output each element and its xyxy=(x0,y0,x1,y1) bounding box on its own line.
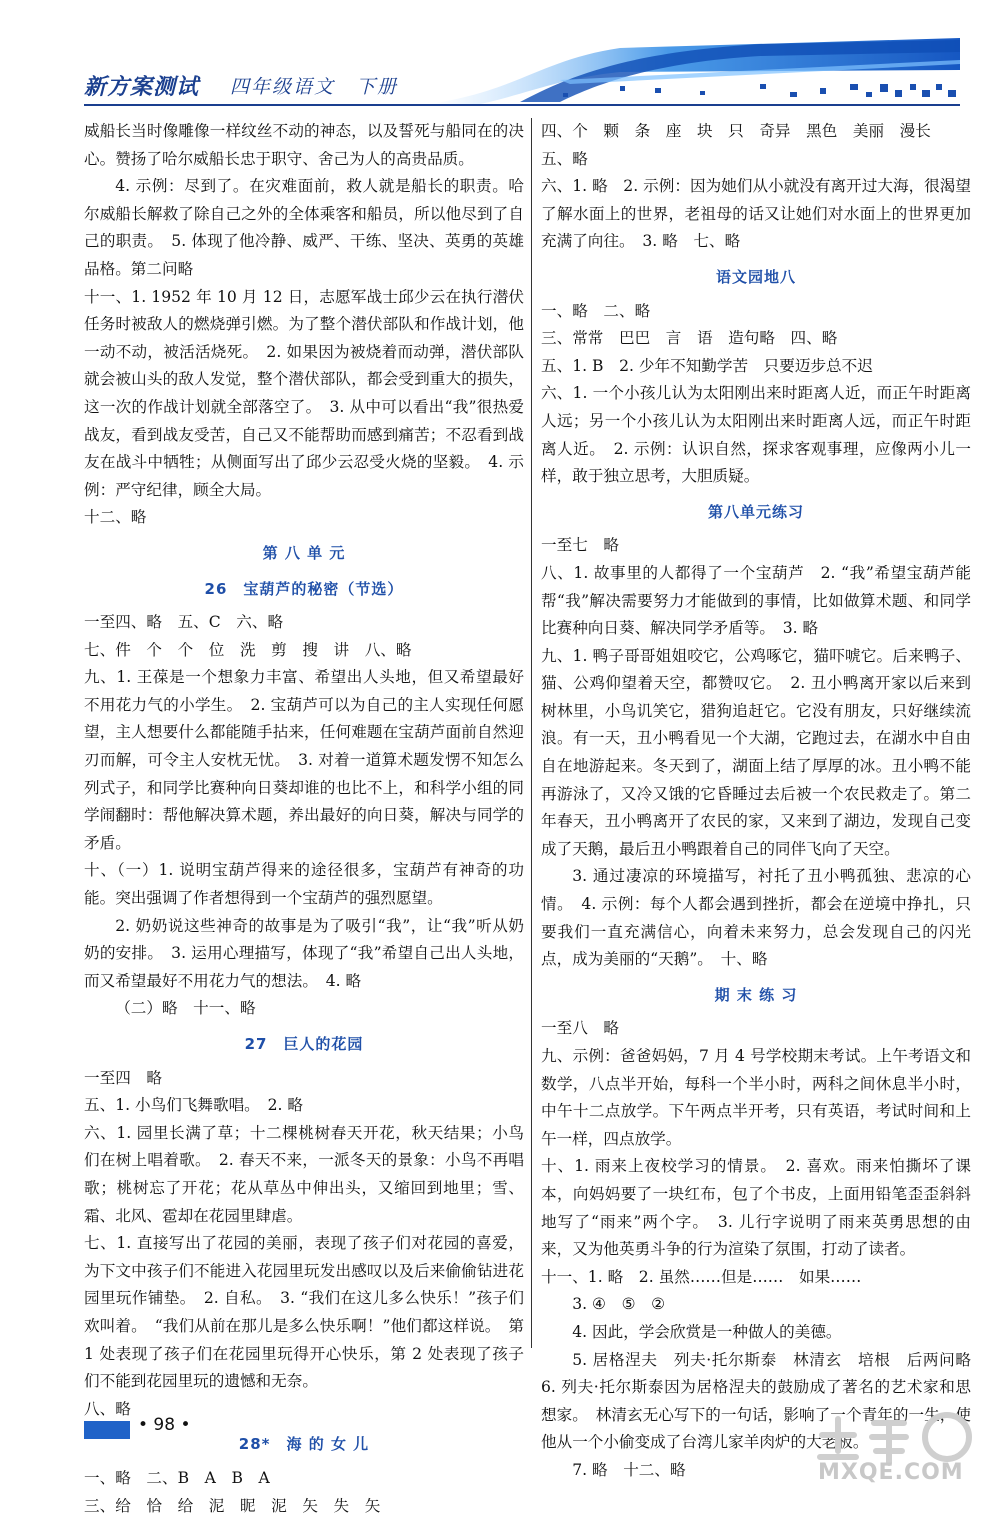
header-rule xyxy=(84,104,960,106)
section-heading: 26 宝葫芦的秘密（节选） xyxy=(84,576,524,604)
answer-paragraph: 五、1. B 2. 少年不知勤学苦 只要迈步总不迟 xyxy=(541,353,971,381)
answer-paragraph: 六、1. 园里长满了草；十二棵桃树春天开花，秋天结果；小鸟们在树上唱着歌。 2. 春天不来，一派冬天的景象：小鸟不再唱歌；桃树忘了开花；花从草丛中伸出头，又缩回到地里；雪、霜、北风、雹却在花园里肆虐。 xyxy=(84,1120,524,1230)
answer-paragraph: 一至四 略 xyxy=(84,1065,524,1093)
answer-paragraph: 八、1. 故事里的人都得了一个宝葫芦 2. “我”希望宝葫芦能帮“我”解决需要努力才能做到的事情，比如做算术题、和同学比赛种向日葵、解决同学矛盾等。 3. 略 xyxy=(541,560,971,643)
section-heading: 28* 海 的 女 儿 xyxy=(84,1431,524,1459)
answer-paragraph: 一至七 略 xyxy=(541,532,971,560)
answer-paragraph: 一、略 二、B A B A xyxy=(84,1465,524,1493)
answer-paragraph: 十、1. 雨来上夜校学习的情景。 2. 喜欢。雨来怕撕坏了课本，向妈妈要了一块红布，包了个书皮，上面用铅笔歪歪斜斜地写了“雨来”两个字。 3. 儿行字说明了雨来英勇思想的由来，又为他英勇斗争的行为渲染了氛围，打动了读者。 xyxy=(541,1153,971,1263)
answer-paragraph: 九、1. 鸭子哥哥姐姐咬它，公鸡啄它，猫吓唬它。后来鸭子、猫、公鸡仰望着天空，都赞叹它。 2. 丑小鸭离开家以后来到树林里，小鸟讥笑它，猎狗追赶它。它没有朋友，只好继续流浪。有一天，丑小鸭看见一个大湖，它跑过去，在湖水中自由自在地游起来。冬天到了，湖面上结了厚厚的冰。丑小鸭不能再游泳了，又冷又饿的它昏睡过去后被一个农民救走了。第二年春天，丑小鸭离开了农民的家，又来到了湖边，发现自己变成了天鹅，最后丑小鸭跟着自己的同伴飞向了天空。 xyxy=(541,643,971,864)
answer-paragraph: 4. 示例：尽到了。在灾难面前，救人就是船长的职责。哈尔威船长解救了除自己之外的全体乘客和船员，所以他尽到了自己的职责。 5. 体现了他冷静、威严、干练、坚决、英勇的英雄品格。第二问略 xyxy=(84,173,524,283)
answer-paragraph: 六、1. 一个小孩儿认为太阳刚出来时距离人近，而正午时距离人远；另一个小孩儿认为太阳刚出来时距离人远，而正午时距离人近。 2. 示例：认识自然，探求客观事理，应像两小儿一样，敢于独立思考，大胆质疑。 xyxy=(541,380,971,490)
series-brand-title: 新方案测试 xyxy=(84,70,199,101)
answer-paragraph: 威船长当时像雕像一样纹丝不动的神态，以及誓死与船同在的决心。赞扬了哈尔威船长忠于职守、舍己为人的高贵品质。 xyxy=(84,118,524,173)
right-column xyxy=(541,118,971,1485)
section-heading: 期 末 练 习 xyxy=(541,982,971,1010)
answer-paragraph: 2. 奶奶说这些神奇的故事是为了吸引“我”，让“我”听从奶奶的安排。 3. 运用心理描写，体现了“我”希望自己出人头地，而又希望最好不用花力气的想法。 4. 略 xyxy=(84,913,524,996)
section-heading: 语文园地八 xyxy=(541,264,971,292)
answer-paragraph: 3. 通过凄凉的环境描写，衬托了丑小鸭孤独、悲凉的心情。 4. 示例：每个人都会遇到挫折，都会在逆境中挣扎，只要我们一直充满信心，向着未来努力，总会发现自己的闪光点，成为美丽的“天鹅”。 十、略 xyxy=(541,863,971,973)
answer-paragraph: 十、（一）1. 说明宝葫芦得来的途径很多，宝葫芦有神奇的功能。突出强调了作者想得到一个宝葫芦的强烈愿望。 xyxy=(84,857,524,912)
answer-paragraph: 九、1. 王葆是一个想象力丰富、希望出人头地，但又希望最好不用花力气的小学生。 2. 宝葫芦可以为自己的主人实现任何愿望，主人想要什么都能随手拈来，任何难题在宝葫芦面前自然迎刃而解，可令主人安枕无忧。 3. 对着一道算术题发愣不知怎么列式子，和同学比赛种向日葵却谁的也比不上，和科学小组的同学闹翻时：帮他解决算术题，养出最好的向日葵，解决与同学的矛盾。 xyxy=(84,664,524,857)
page-number: • 98 • xyxy=(138,1415,191,1435)
answer-paragraph: 八、略 xyxy=(84,1396,524,1424)
answer-paragraph: 五、略 xyxy=(541,146,971,174)
answer-paragraph: 十一、1. 略 2. 虽然……但是…… 如果…… xyxy=(541,1264,971,1292)
answer-paragraph: 三、给 恰 给 泥 昵 泥 矢 失 矢 xyxy=(84,1493,524,1520)
page-marker-block xyxy=(84,1421,130,1439)
answer-paragraph: 七、件 个 个 位 洗 剪 搜 讲 八、略 xyxy=(84,637,524,665)
page-header xyxy=(0,0,1000,112)
answer-paragraph: 十二、略 xyxy=(84,504,524,532)
answer-paragraph: 4. 因此，学会欣赏是一种做人的美德。 xyxy=(541,1319,971,1347)
answer-paragraph: 四、个 颗 条 座 块 只 奇异 黑色 美丽 漫长 xyxy=(541,118,971,146)
answer-paragraph: 5. 居格涅夫 列夫·托尔斯泰 林清玄 培根 后两问略 6. 列夫·托尔斯泰因为居格涅夫的鼓励成了著名的艺术家和思想家。 林清玄无心写下的一句话，影响了一个青年的一生，使他从一个小偷变成了台湾儿家羊肉炉的大老板。 xyxy=(541,1347,971,1457)
left-column xyxy=(84,118,524,1520)
answer-paragraph: 一至八 略 xyxy=(541,1015,971,1043)
section-heading: 第 八 单 元 xyxy=(84,540,524,568)
answer-paragraph: 3. ④ ⑤ ② xyxy=(541,1291,971,1319)
column-divider xyxy=(531,118,532,1348)
answer-paragraph: 五、1. 小鸟们飞舞歌唱。 2. 略 xyxy=(84,1092,524,1120)
watermark-text: MXQE.COM xyxy=(818,1460,964,1485)
book-subject-title: 四年级语文 下册 xyxy=(230,72,398,99)
answer-paragraph: 七、1. 直接写出了花园的美丽，表现了孩子们对花园的喜爱，为下文中孩子们不能进入花园里玩发出感叹以及后来偷偷钻进花园里玩作铺垫。 2. 自私。 3. “我们在这儿多么快乐！”孩子们欢叫着。 “我们从前在那儿是多么快乐啊！”他们都这样说。 第 1 处表现了孩子们在花园里玩得开心快乐，第 2 处表现了孩子们不能到花园里玩的遗憾和无奈。 xyxy=(84,1230,524,1396)
section-heading: 27 巨人的花园 xyxy=(84,1031,524,1059)
answer-paragraph: （二）略 十一、略 xyxy=(84,995,524,1023)
answer-paragraph: 一、略 二、略 xyxy=(541,298,971,326)
section-heading: 第八单元练习 xyxy=(541,499,971,527)
answer-paragraph: 九、示例：爸爸妈妈，7 月 4 号学校期末考试。上午考语文和数学，八点半开始，每科一个半小时，两科之间休息半小时，中午十二点放学。下午两点半开考，只有英语，考试时间和上午一样，四点放学。 xyxy=(541,1043,971,1153)
answer-paragraph: 7. 略 十二、略 xyxy=(541,1457,971,1485)
answer-paragraph: 一至四、略 五、C 六、略 xyxy=(84,609,524,637)
answer-paragraph: 六、1. 略 2. 示例：因为她们从小就没有离开过大海，很渴望了解水面上的世界，老祖母的话又让她们对水面上的世界更加充满了向往。 3. 略 七、略 xyxy=(541,173,971,256)
answer-paragraph: 十一、1. 1952 年 10 月 12 日，志愿军战士邱少云在执行潜伏任务时被敌人的燃烧弹引燃。为了整个潜伏部队和作战计划，他一动不动，被活活烧死。 2. 如果因为被烧着而动弹，潜伏部队就会被山头的敌人发觉，整个潜伏部队，都会受到重大的损失，这一次的作战计划就全部落空了。 3. 从中可以看出“我”很热爱战友，看到战友受苦，自己又不能帮助而感到痛苦；不忍看到战友在战斗中牺牲；从侧面写出了邱少云忍受火烧的坚毅。 4. 示例：严守纪律，顾全大局。 xyxy=(84,284,524,505)
answer-paragraph: 三、常常 巴巴 言 语 造句略 四、略 xyxy=(541,325,971,353)
